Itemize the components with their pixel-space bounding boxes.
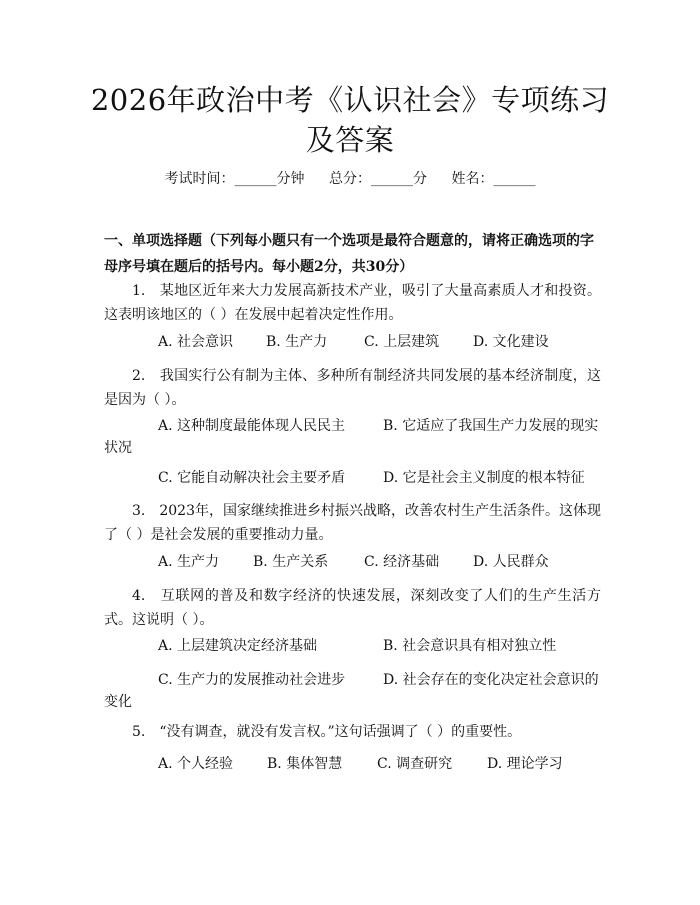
section-heading: 一、单项选择题（下列每小题只有一个选项是最符合题意的，请将正确选项的字母序号填在题后的括号内。每小题2分，共30分）: [104, 233, 594, 275]
question-3-stem: 3. 2023年，国家继续推进乡村振兴战略，改善农村生产生活条件。这体现了（ ）是社会发展的重要推动力量。: [104, 503, 601, 543]
question-4-option-a: A. 上层建筑决定经济基础: [158, 638, 318, 654]
question-4-option-d: D. 社会存在的变化决定社会意识的: [383, 672, 599, 688]
question-5-option-d: D. 理论学习: [487, 756, 563, 772]
question-4-option-c: C. 生产力的发展推动社会进步: [158, 672, 346, 688]
question-3-option-d: D. 人民群众: [473, 554, 549, 570]
question-1-option-b: B. 生产力: [266, 334, 328, 350]
question-2-option-c: C. 它能自动解决社会主要矛盾: [158, 470, 346, 486]
question-3-option-a: A. 生产力: [158, 554, 220, 570]
exam-name: 姓名：______: [451, 171, 536, 187]
question-4-option-b: B. 社会意识具有相对独立性: [383, 638, 557, 654]
question-4-option-d-cont: 变化: [104, 694, 132, 710]
question-2-option-b-cont: 状况: [104, 440, 132, 456]
question-5-option-a: A. 个人经验: [158, 756, 234, 772]
exam-info: [0, 168, 700, 188]
exam-score: 总分：______分: [329, 171, 427, 187]
question-2-option-b: B. 它适应了我国生产力发展的现实: [383, 418, 599, 434]
question-5-option-c: C. 调查研究: [377, 756, 453, 772]
question-1-stem: 1. 某地区近年来大力发展高新技术产业，吸引了大量高素质人才和投资。这表明该地区的（ ）在发展中起着决定性作用。: [104, 283, 601, 323]
question-3-option-b: B. 生产关系: [253, 554, 329, 570]
question-1-option-a: A. 社会意识: [158, 334, 234, 350]
question-5-stem: 5. “没有调查，就没有发言权。”这句话强调了（ ）的重要性。: [132, 724, 522, 740]
question-2-option-d: D. 它是社会主义制度的根本特征: [383, 470, 585, 486]
question-5-option-b: B. 集体智慧: [267, 756, 343, 772]
question-2-stem: 2. 我国实行公有制为主体、多种所有制经济共同发展的基本经济制度，这是因为（ ）。: [104, 368, 601, 408]
question-4-stem: 4. 互联网的普及和数字经济的快速发展，深刻改变了人们的生产生活方式。这说明（ ）。: [104, 588, 601, 628]
exam-time: 考试时间：______分钟: [164, 171, 305, 187]
page-title: 2026年政治中考《认识社会》专项练习及答案: [90, 83, 610, 157]
question-1-option-d: D. 文化建设: [473, 334, 549, 350]
question-3-option-c: C. 经济基础: [364, 554, 440, 570]
question-1-option-c: C. 上层建筑: [364, 334, 440, 350]
question-2-option-a: A. 这种制度最能体现人民民主: [158, 418, 346, 434]
